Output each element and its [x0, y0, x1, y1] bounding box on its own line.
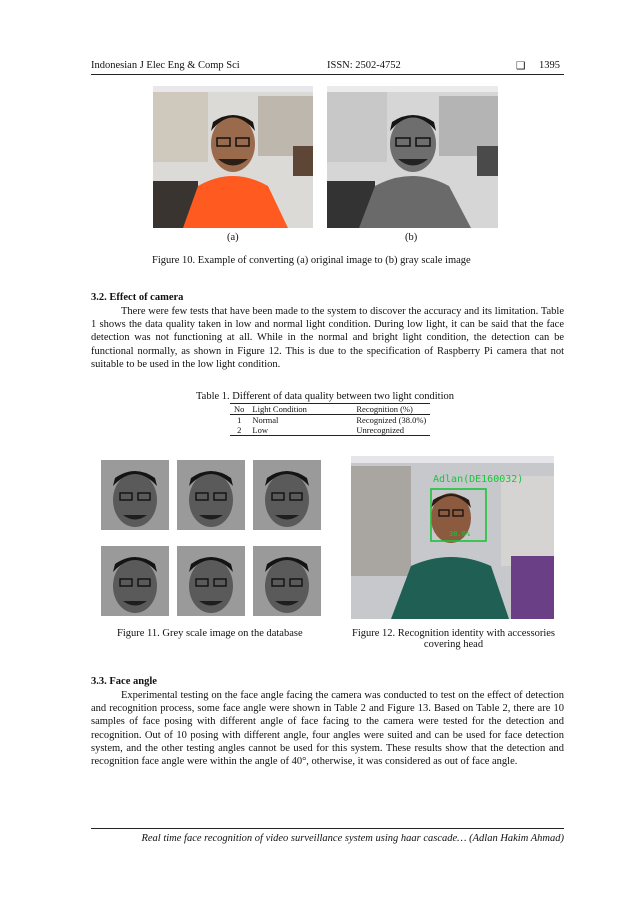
table1-header-recognition: Recognition (%) — [356, 404, 413, 414]
footer-rule — [91, 828, 564, 829]
running-footer: Real time face recognition of video surveillance system using haar cascade… (Adlan Hakim Ahmad) — [141, 833, 564, 844]
section-3-3-heading: 3.3. Face angle — [91, 676, 157, 687]
table-cell: Recognized (38.0%) — [356, 415, 427, 425]
figure10-original-image — [153, 86, 313, 228]
table-cell: Low — [252, 425, 268, 435]
figure10-grayscale-image — [327, 86, 498, 228]
section-3-2-heading: 3.2. Effect of camera — [91, 292, 184, 303]
table-row — [230, 425, 430, 436]
figure11-caption: Figure 11. Grey scale image on the database — [117, 628, 303, 639]
figure12-caption — [346, 628, 561, 650]
section-3-3-paragraph: Experimental testing on the face angle facing the camera was conducted to test on the effect of detection and recognition process, some face angle were shown in Table 2 and Figure 13. Based on Table 2, there are 10 samples of face posing with different angle of face facing to the camera were tested for the detection and recognition. Out of 10 posing with different angle, four angles were suited and can be used for face detection system, and the other testing angles cannot be used for this system. These results show that the detection and recognition face angle were within the angle of 40°, otherwise, it was considered as out of face angle. — [91, 690, 564, 768]
table1-caption: Table 1. Different of data quality between two light condition — [196, 391, 454, 402]
table-row — [230, 415, 430, 426]
table1 — [230, 403, 430, 436]
table-cell: Normal — [252, 415, 279, 425]
figure10-caption: Figure 10. Example of converting (a) original image to (b) gray scale image — [152, 255, 471, 266]
table1-header-no: No — [234, 404, 245, 414]
figure11-face-grid — [99, 458, 323, 620]
figure10-label-a: (a) — [227, 232, 239, 243]
header-rule — [91, 74, 564, 75]
running-header-issn: ISSN: 2502-4752 — [327, 60, 401, 71]
figure12-caption-line2: covering head — [423, 639, 484, 650]
figure10-label-b: (b) — [405, 232, 418, 243]
table1-header-light: Light Condition — [252, 404, 307, 414]
figure12-recognition-image — [351, 456, 554, 619]
figure12-identity-label: Adlan(DE160032) — [433, 474, 524, 485]
figure12-score-label: 38.0% — [449, 530, 471, 538]
page-number: 1395 — [539, 60, 560, 71]
table-cell: 2 — [237, 425, 242, 435]
figure12-caption-line1: Figure 12. Recognition identity with accessories — [352, 628, 555, 639]
section-3-2-paragraph: There were few tests that have been made to the system to discover the accuracy and its limitation. Table 1 shows the data quality taken in low and normal light condition. During low light, it can be said that the face detection was not functioning at all. While in the normal and bright light condition, the detection can be functional normally, as shown in Figure 12. This is due to the specification of Raspberry Pi camera that not suitable to be used in the low light condition. — [91, 306, 564, 370]
table-cell: 1 — [237, 415, 242, 425]
table1-header-row — [230, 404, 430, 415]
checkbox-glyph-icon: ❑ — [516, 61, 526, 72]
table-cell: Unrecognized — [356, 425, 405, 435]
running-header-journal: Indonesian J Elec Eng & Comp Sci — [91, 60, 240, 71]
